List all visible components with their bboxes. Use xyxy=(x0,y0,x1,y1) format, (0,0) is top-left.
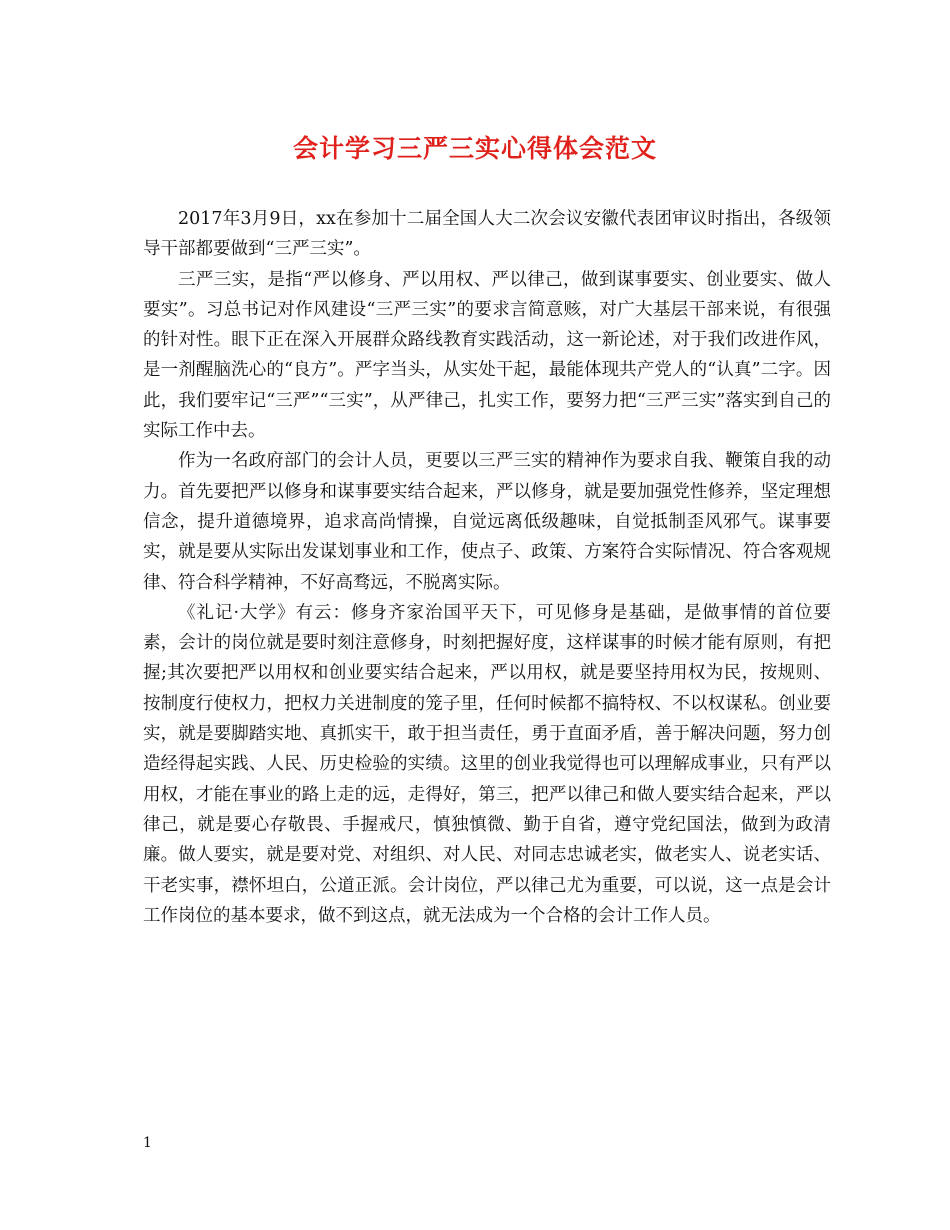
page-number: 1 xyxy=(143,1135,152,1151)
paragraph-1: 2017年3月9日，xx在参加十二届全国人大二次会议安徽代表团审议时指出，各级领导干部都要做到“三严三实”。 xyxy=(143,209,831,260)
paragraph-3: 作为一名政府部门的会计人员，更要以三严三实的精神作为要求自我、鞭策自我的动力。首先要把严以修身和谋事要实结合起来，严以修身，就是要加强党性修养，坚定理想信念，提升道德境界，追求高尚情操，自觉远离低级趣味，自觉抵制歪风邪气。谋事要实，就是要从实际出发谋划事业和工作，使点子、政策、方案符合实际情况、符合客观规律、符合科学精神，不好高骛远，不脱离实际。 xyxy=(143,451,831,593)
document-title: 会计学习三严三实心得体会范文 xyxy=(292,134,657,163)
document-body xyxy=(143,204,831,931)
paragraph-2: 三严三实，是指“严以修身、严以用权、严以律己，做到谋事要实、创业要实、做人要实”。习总书记对作风建设“三严三实”的要求言简意赅，对广大基层干部来说，有很强的针对性。眼下正在深入开展群众路线教育实践活动，这一新论述，对于我们改进作风，是一剂醒脑洗心的“良方”。严字当头，从实处干起，最能体现共产党人的“认真”二字。因此，我们要牢记“三严”“三实”，从严律己，扎实工作，要努力把“三严三实”落实到自己的实际工作中去。 xyxy=(143,269,831,442)
paragraph-4: 《礼记·大学》有云：修身齐家治国平天下，可见修身是基础，是做事情的首位要素，会计的岗位就是要时刻注意修身，时刻把握好度，这样谋事的时候才能有原则，有把握;其次要把严以用权和创业要实结合起来，严以用权，就是要坚持用权为民，按规则、按制度行使权力，把权力关进制度的笼子里，任何时候都不搞特权、不以权谋私。创业要实，就是要脚踏实地、真抓实干，敢于担当责任，勇于直面矛盾，善于解决问题，努力创造经得起实践、人民、历史检验的实绩。这里的创业我觉得也可以理解成事业，只有严以用权，才能在事业的路上走的远，走得好，第三，把严以律己和做人要实结合起来，严以律己，就是要心存敬畏、手握戒尺，慎独慎微、勤于自省，遵守党纪国法，做到为政清廉。做人要实，就是要对党、对组织、对人民、对同志忠诚老实，做老实人、说老实话、干老实事，襟怀坦白，公道正派。会计岗位，严以律己尤为重要，可以说，这一点是会计工作岗位的基本要求，做不到这点，就无法成为一个合格的会计工作人员。 xyxy=(143,602,831,926)
